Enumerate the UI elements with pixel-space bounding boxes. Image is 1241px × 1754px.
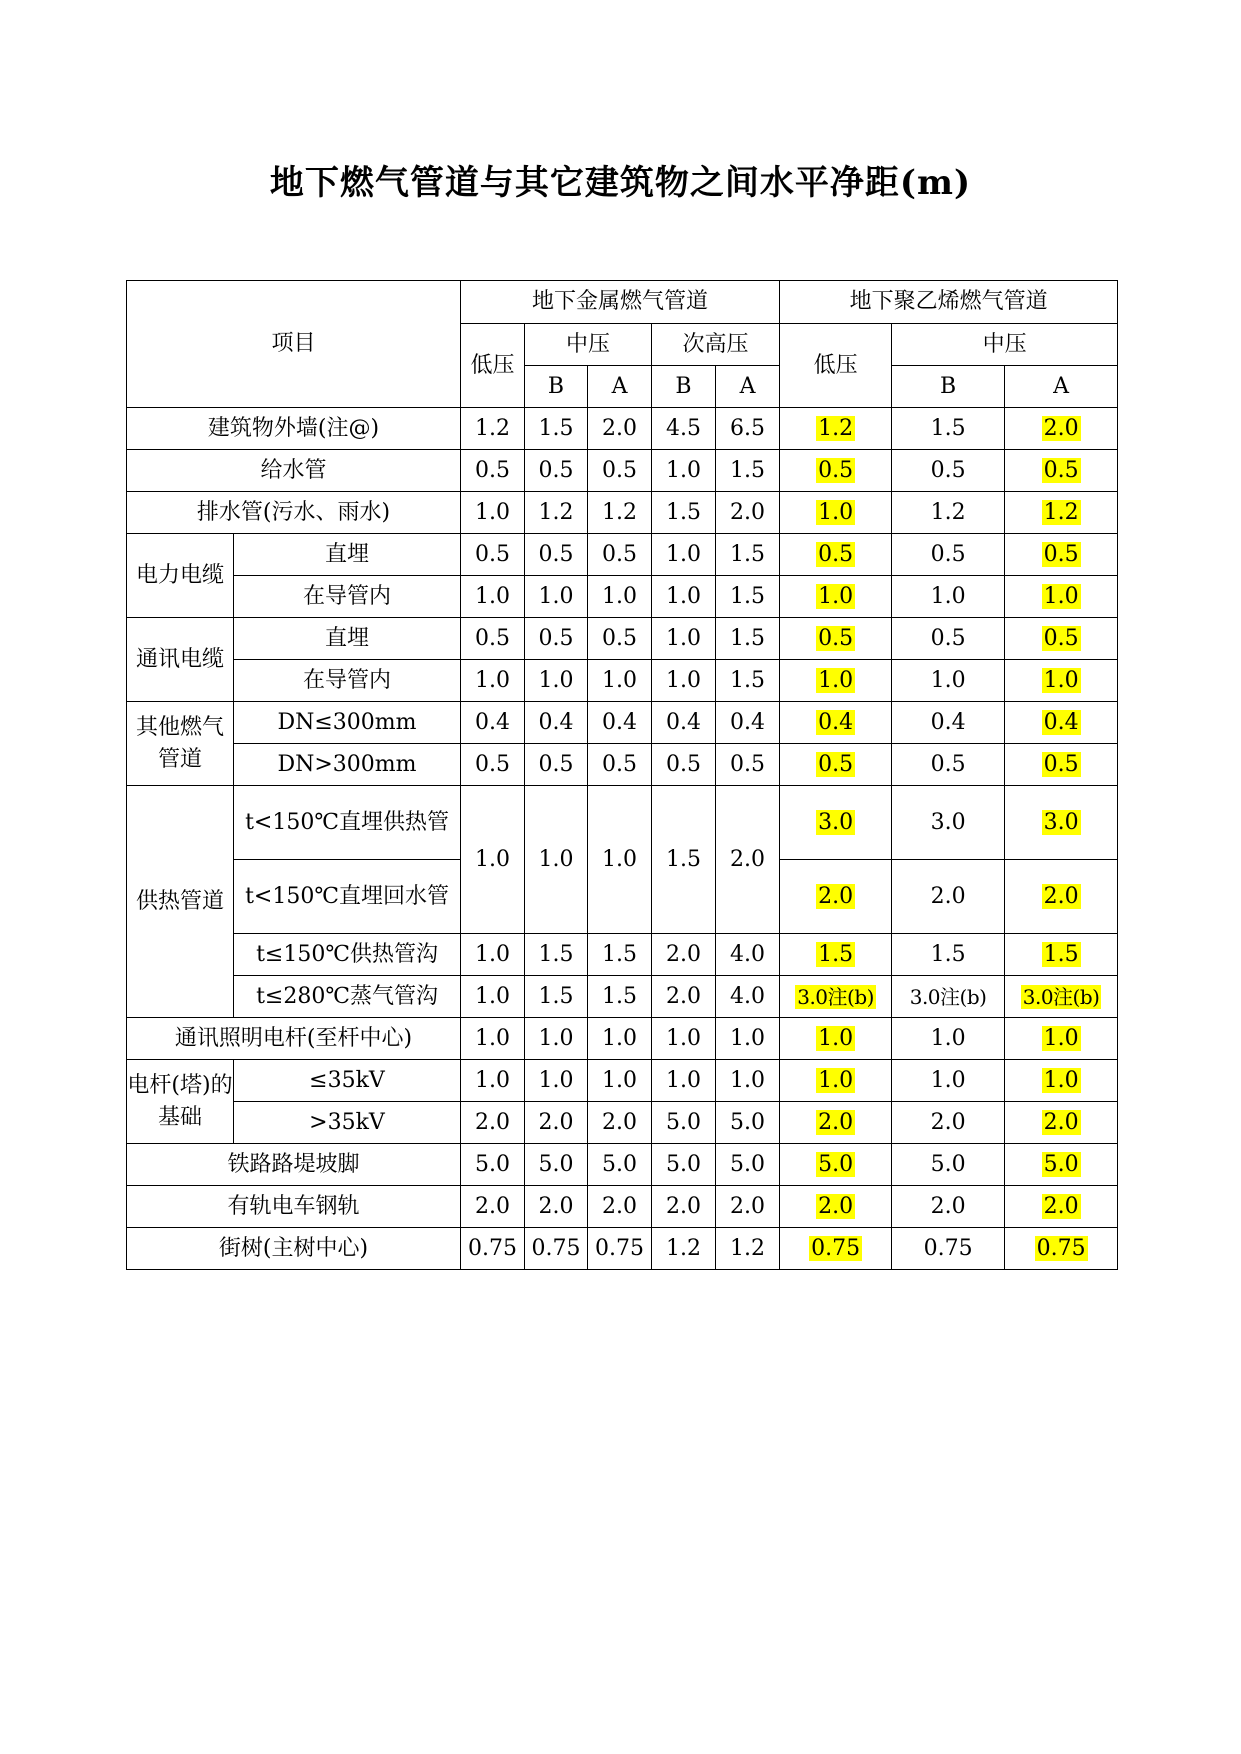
highlighted-value: 2.0 [818, 1109, 854, 1135]
table-row [127, 1186, 1118, 1228]
table-cell [1005, 702, 1118, 744]
row-group-label: 通讯电缆 [127, 618, 234, 702]
table-row [127, 934, 1118, 976]
table-cell: 2.0 [588, 408, 652, 450]
table-cell [780, 576, 892, 618]
highlighted-value: 2.0 [1043, 1109, 1079, 1135]
row-label: 铁路路堤坡脚 [127, 1144, 461, 1186]
table-cell [1005, 786, 1118, 860]
table-cell: 1.0 [461, 576, 525, 618]
table-cell: 0.4 [525, 702, 588, 744]
header-metal-subhigh: 次高压 [652, 324, 780, 366]
table-cell [1005, 860, 1118, 934]
table-cell: 1.0 [461, 1018, 525, 1060]
highlighted-value: 3.0注(b) [1022, 984, 1100, 1009]
highlighted-value: 2.0 [818, 883, 854, 909]
table-cell: 0.75 [588, 1228, 652, 1270]
table-cell: 1.0 [892, 660, 1005, 702]
table-cell: 1.0 [588, 1018, 652, 1060]
table-cell: 0.4 [461, 702, 525, 744]
row-label: t<150℃直埋供热管 [234, 786, 461, 860]
highlighted-value: 1.0 [818, 1067, 854, 1093]
table-cell: 2.0 [652, 1186, 716, 1228]
table-row [127, 660, 1118, 702]
table-cell: 4.5 [652, 408, 716, 450]
table-cell: 1.5 [652, 492, 716, 534]
table-cell: 0.5 [892, 534, 1005, 576]
table-cell: 0.5 [461, 618, 525, 660]
table-row [127, 492, 1118, 534]
header-metal-subhigh-b: B [652, 366, 716, 408]
table-cell: 2.0 [525, 1186, 588, 1228]
table-cell [780, 450, 892, 492]
row-label: 通讯照明电杆(至杆中心) [127, 1018, 461, 1060]
table-cell: 1.2 [525, 492, 588, 534]
table-cell: 1.0 [525, 1060, 588, 1102]
table-cell: 1.2 [652, 1228, 716, 1270]
table-cell: 1.5 [892, 934, 1005, 976]
row-label: 有轨电车钢轨 [127, 1186, 461, 1228]
highlighted-value: 0.5 [818, 751, 854, 777]
highlighted-value: 1.0 [1043, 1025, 1079, 1051]
table-cell: 1.0 [892, 1060, 1005, 1102]
table-cell: 2.0 [716, 492, 780, 534]
row-label: 街树(主树中心) [127, 1228, 461, 1270]
highlighted-value: 1.0 [818, 583, 854, 609]
highlighted-value: 1.0 [1043, 667, 1079, 693]
table-cell: 1.0 [892, 1018, 1005, 1060]
highlighted-value: 1.0 [1043, 1067, 1079, 1093]
highlighted-value: 5.0 [1043, 1151, 1079, 1177]
table-cell: 3.0 [892, 786, 1005, 860]
highlighted-value: 0.5 [1043, 457, 1079, 483]
row-label: t≤150℃供热管沟 [234, 934, 461, 976]
highlighted-value: 1.2 [1043, 499, 1079, 525]
table-cell: 1.0 [892, 576, 1005, 618]
table-cell: 1.0 [652, 618, 716, 660]
table-cell [780, 1060, 892, 1102]
table-cell: 0.5 [892, 744, 1005, 786]
table-cell: 4.0 [716, 976, 780, 1018]
table-cell: 0.4 [588, 702, 652, 744]
table-cell [780, 618, 892, 660]
table-cell: 0.5 [588, 450, 652, 492]
table-cell: 1.0 [716, 1060, 780, 1102]
table-cell: 2.0 [652, 934, 716, 976]
table-cell [780, 534, 892, 576]
row-label: 在导管内 [234, 660, 461, 702]
table-row [127, 576, 1118, 618]
row-label: DN≤300mm [234, 702, 461, 744]
table-cell: 0.5 [461, 744, 525, 786]
table-cell: 1.0 [588, 576, 652, 618]
table-cell [780, 1144, 892, 1186]
table-cell: 0.5 [716, 744, 780, 786]
table-cell: 0.5 [525, 618, 588, 660]
row-label: t<150℃直埋回水管 [234, 860, 461, 934]
table-cell [780, 1228, 892, 1270]
table-cell [1005, 1144, 1118, 1186]
highlighted-value: 2.0 [1043, 415, 1079, 441]
table-cell [780, 492, 892, 534]
header-pe: 地下聚乙烯燃气管道 [780, 281, 1118, 324]
table-cell: 2.0 [461, 1102, 525, 1144]
row-group-label: 其他燃气管道 [127, 702, 234, 786]
highlighted-value: 0.4 [1043, 709, 1079, 735]
table-row [127, 786, 1118, 860]
table-cell [780, 976, 892, 1018]
table-cell: 1.0 [461, 492, 525, 534]
table-row [127, 1060, 1118, 1102]
table-cell: 2.0 [525, 1102, 588, 1144]
table-cell [780, 660, 892, 702]
table-cell: 0.5 [892, 450, 1005, 492]
table-cell [780, 860, 892, 934]
clearance-table [126, 280, 1118, 1270]
table-cell: 0.5 [652, 744, 716, 786]
table-cell: 1.0 [461, 1060, 525, 1102]
highlighted-value: 2.0 [1043, 1193, 1079, 1219]
table-cell: 1.0 [461, 934, 525, 976]
table-cell: 5.0 [652, 1102, 716, 1144]
table-row [127, 1018, 1118, 1060]
table-cell: 0.4 [892, 702, 1005, 744]
table-cell: 0.4 [652, 702, 716, 744]
table-cell [780, 408, 892, 450]
table-cell: 1.0 [652, 1060, 716, 1102]
header-metal-low: 低压 [461, 324, 525, 408]
table-cell: 5.0 [716, 1102, 780, 1144]
table-cell [780, 744, 892, 786]
table-cell [1005, 450, 1118, 492]
table-cell: 0.5 [892, 618, 1005, 660]
table-cell: 2.0 [892, 860, 1005, 934]
table-cell: 1.0 [525, 660, 588, 702]
table-cell: 0.5 [588, 618, 652, 660]
table-cell: 1.0 [652, 576, 716, 618]
highlighted-value: 3.0 [1043, 809, 1079, 835]
table-cell: 1.2 [461, 408, 525, 450]
table-cell [1005, 976, 1118, 1018]
highlighted-value: 0.75 [1036, 1235, 1086, 1261]
table-cell: 0.4 [716, 702, 780, 744]
highlighted-value: 1.5 [1043, 941, 1079, 967]
table-cell: 1.5 [716, 450, 780, 492]
table-row [127, 408, 1118, 450]
row-label: >35kV [234, 1102, 461, 1144]
highlighted-value: 1.2 [818, 415, 854, 441]
table-row [127, 450, 1118, 492]
highlighted-value: 2.0 [818, 1193, 854, 1219]
table-cell: 0.5 [525, 744, 588, 786]
highlighted-value: 1.5 [818, 941, 854, 967]
table-cell: 1.0 [461, 660, 525, 702]
highlighted-value: 1.0 [818, 499, 854, 525]
highlighted-value: 0.5 [1043, 751, 1079, 777]
header-metal-subhigh-a: A [716, 366, 780, 408]
table-cell: 1.5 [525, 408, 588, 450]
table-cell: 1.5 [588, 934, 652, 976]
highlighted-value: 0.5 [818, 541, 854, 567]
row-label: 给水管 [127, 450, 461, 492]
table-cell: 2.0 [588, 1186, 652, 1228]
table-row [127, 702, 1118, 744]
header-pe-medium-a: A [1005, 366, 1118, 408]
table-cell [780, 1102, 892, 1144]
table-cell [1005, 660, 1118, 702]
header-metal-medium-b: B [525, 366, 588, 408]
table-cell: 0.75 [892, 1228, 1005, 1270]
table-cell: 1.0 [588, 1060, 652, 1102]
table-cell: 1.5 [525, 976, 588, 1018]
highlighted-value: 0.75 [811, 1235, 861, 1261]
table-cell: 6.5 [716, 408, 780, 450]
table-cell [780, 934, 892, 976]
table-cell: 1.0 [652, 1018, 716, 1060]
highlighted-value: 3.0 [818, 809, 854, 835]
table-cell: 4.0 [716, 934, 780, 976]
highlighted-value: 5.0 [818, 1151, 854, 1177]
table-cell: 5.0 [525, 1144, 588, 1186]
table-row [127, 744, 1118, 786]
table-cell: 2.0 [461, 1186, 525, 1228]
table-cell: 5.0 [652, 1144, 716, 1186]
table-cell: 1.0 [716, 1018, 780, 1060]
table-cell: 0.5 [525, 450, 588, 492]
table-cell: 5.0 [461, 1144, 525, 1186]
table-row [127, 618, 1118, 660]
table-cell: 2.0 [892, 1186, 1005, 1228]
table-cell: 1.2 [716, 1228, 780, 1270]
row-label: 在导管内 [234, 576, 461, 618]
table-cell [780, 702, 892, 744]
table-cell: 1.5 [716, 618, 780, 660]
highlighted-value: 0.5 [1043, 541, 1079, 567]
table-cell: 2.0 [652, 976, 716, 1018]
table-cell: 0.5 [461, 450, 525, 492]
row-group-label: 供热管道 [127, 786, 234, 1018]
table-row [127, 1144, 1118, 1186]
table-row [127, 1228, 1118, 1270]
highlighted-value: 0.5 [1043, 625, 1079, 651]
table-cell: 0.5 [588, 744, 652, 786]
table-cell: 1.5 [716, 576, 780, 618]
header-pe-medium-b: B [892, 366, 1005, 408]
table-cell: 5.0 [588, 1144, 652, 1186]
table-cell [1005, 1018, 1118, 1060]
table-cell: 1.0 [525, 1018, 588, 1060]
header-item: 项目 [127, 281, 461, 408]
table-cell: 3.0注(b) [892, 976, 1005, 1018]
row-group-label: 电力电缆 [127, 534, 234, 618]
table-cell [780, 1018, 892, 1060]
table-row [127, 1102, 1118, 1144]
row-label: 直埋 [234, 534, 461, 576]
table-cell [1005, 1060, 1118, 1102]
row-group-label: 电杆(塔)的基础 [127, 1060, 234, 1144]
table-cell: 0.5 [525, 534, 588, 576]
table-cell: 1.0 [525, 576, 588, 618]
table-cell: 1.5 [652, 786, 716, 934]
highlighted-value: 1.0 [818, 1025, 854, 1051]
highlighted-value: 0.5 [818, 457, 854, 483]
header-metal-medium: 中压 [525, 324, 652, 366]
table-cell [1005, 576, 1118, 618]
table-row [127, 976, 1118, 1018]
table-cell: 5.0 [716, 1144, 780, 1186]
header-pe-low: 低压 [780, 324, 892, 408]
table-cell [1005, 1186, 1118, 1228]
header-pe-medium: 中压 [892, 324, 1118, 366]
table-cell: 1.5 [588, 976, 652, 1018]
table-row [127, 534, 1118, 576]
table-cell: 1.2 [588, 492, 652, 534]
table-cell: 0.75 [525, 1228, 588, 1270]
table-cell: 5.0 [892, 1144, 1005, 1186]
table-cell: 1.0 [652, 450, 716, 492]
table-cell: 1.5 [525, 934, 588, 976]
table-cell [1005, 408, 1118, 450]
table-cell [1005, 1228, 1118, 1270]
table-cell: 1.0 [652, 660, 716, 702]
table-cell: 1.5 [716, 660, 780, 702]
table-cell: 1.0 [525, 786, 588, 934]
table-cell [1005, 744, 1118, 786]
table-cell: 1.0 [461, 786, 525, 934]
table-cell: 2.0 [716, 1186, 780, 1228]
highlighted-value: 0.4 [818, 709, 854, 735]
table-cell: 1.5 [892, 408, 1005, 450]
table-cell: 1.2 [892, 492, 1005, 534]
table-cell [1005, 534, 1118, 576]
table-cell [1005, 618, 1118, 660]
table-cell [1005, 1102, 1118, 1144]
highlighted-value: 2.0 [1043, 883, 1079, 909]
table-cell: 0.5 [461, 534, 525, 576]
row-label: DN>300mm [234, 744, 461, 786]
highlighted-value: 3.0注(b) [797, 984, 874, 1009]
table-cell: 1.0 [652, 534, 716, 576]
table-cell [1005, 492, 1118, 534]
table-cell: 0.75 [461, 1228, 525, 1270]
row-label: 排水管(污水、雨水) [127, 492, 461, 534]
table-cell: 2.0 [892, 1102, 1005, 1144]
highlighted-value: 1.0 [818, 667, 854, 693]
table-cell: 1.5 [716, 534, 780, 576]
row-label: 建筑物外墙(注@) [127, 408, 461, 450]
row-label: ≤35kV [234, 1060, 461, 1102]
header-metal-medium-a: A [588, 366, 652, 408]
table-cell [780, 786, 892, 860]
table-cell: 2.0 [588, 1102, 652, 1144]
table-cell: 0.5 [588, 534, 652, 576]
table-cell [1005, 934, 1118, 976]
page-title: 地下燃气管道与其它建筑物之间水平净距(m) [269, 163, 972, 203]
table-cell: 1.0 [461, 976, 525, 1018]
header-metal: 地下金属燃气管道 [461, 281, 780, 324]
table-cell: 1.0 [588, 786, 652, 934]
row-label: t≤280℃蒸气管沟 [234, 976, 461, 1018]
table-cell: 2.0 [716, 786, 780, 934]
table-cell: 1.0 [588, 660, 652, 702]
row-label: 直埋 [234, 618, 461, 660]
table-cell [780, 1186, 892, 1228]
highlighted-value: 1.0 [1043, 583, 1079, 609]
highlighted-value: 0.5 [818, 625, 854, 651]
